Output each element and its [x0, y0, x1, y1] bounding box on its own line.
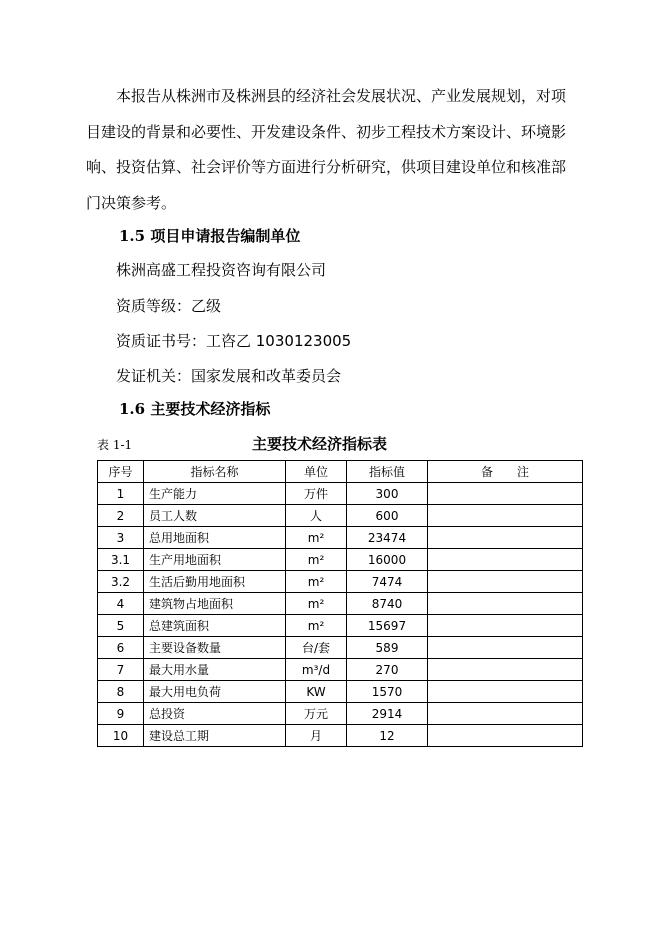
intro-paragraph	[86, 79, 586, 221]
table-body	[98, 483, 583, 747]
note	[428, 637, 583, 659]
row-number: 7	[98, 659, 144, 681]
section-heading-1-5: 1.5 项目申请报告编制单位	[119, 227, 301, 245]
table-row	[98, 681, 583, 703]
indicator-value: 7474	[347, 571, 428, 593]
unit: KW	[286, 681, 347, 703]
unit: 台/套	[286, 637, 347, 659]
unit: 月	[286, 725, 347, 747]
intro-line: 门决策参考。	[86, 193, 177, 212]
indicator-name: 最大用电负荷	[144, 681, 286, 703]
table-title: 主要技术经济指标表	[252, 435, 388, 453]
note	[428, 571, 583, 593]
table-row	[98, 505, 583, 527]
note	[428, 593, 583, 615]
table-row	[98, 725, 583, 747]
table-row	[98, 571, 583, 593]
row-number: 3.2	[98, 571, 144, 593]
row-number: 1	[98, 483, 144, 505]
indicator-value: 270	[347, 659, 428, 681]
table-label: 表 1-1	[97, 438, 133, 452]
indicator-value: 8740	[347, 593, 428, 615]
qualification-level: 资质等级：乙级	[116, 297, 222, 315]
unit: m²	[286, 571, 347, 593]
intro-line: 目建设的背景和必要性、开发建设条件、初步工程技术方案设计、环境影	[86, 122, 567, 141]
intro-line: 响、投资估算、社会评价等方面进行分析研究，供项目建设单位和核准部	[86, 158, 567, 176]
indicator-name: 建筑物占地面积	[144, 593, 286, 615]
indicator-name: 总建筑面积	[144, 615, 286, 637]
table-row	[98, 637, 583, 659]
row-number: 4	[98, 593, 144, 615]
intro-line: 本报告从株洲市及株洲县的经济社会发展状况、产业发展规划，对项	[116, 87, 567, 105]
indicator-name: 生产能力	[144, 483, 286, 505]
header-name: 指标名称	[144, 461, 286, 483]
note	[428, 681, 583, 703]
header-no: 序号	[98, 461, 144, 483]
table-row	[98, 527, 583, 549]
indicator-name: 最大用水量	[144, 659, 286, 681]
unit: 万件	[286, 483, 347, 505]
unit: m²	[286, 527, 347, 549]
note	[428, 703, 583, 725]
indicator-name: 总投资	[144, 703, 286, 725]
indicator-name: 生活后勤用地面积	[144, 571, 286, 593]
section-heading-1-6: 1.6 主要技术经济指标	[119, 400, 271, 418]
row-number: 3	[98, 527, 144, 549]
table-row	[98, 615, 583, 637]
indicator-value: 300	[347, 483, 428, 505]
certificate-number: 资质证书号：工咨乙 1030123005	[116, 332, 352, 350]
header-value: 指标值	[347, 461, 428, 483]
unit: m²	[286, 615, 347, 637]
note	[428, 725, 583, 747]
unit: m³/d	[286, 659, 347, 681]
table-row	[98, 549, 583, 571]
note	[428, 549, 583, 571]
table-row	[98, 659, 583, 681]
unit: 万元	[286, 703, 347, 725]
indicator-value: 12	[347, 725, 428, 747]
indicator-name: 生产用地面积	[144, 549, 286, 571]
indicator-name: 总用地面积	[144, 527, 286, 549]
row-number: 5	[98, 615, 144, 637]
unit: 人	[286, 505, 347, 527]
table-row	[98, 703, 583, 725]
issuing-authority: 发证机关：国家发展和改革委员会	[116, 367, 342, 385]
row-number: 6	[98, 637, 144, 659]
row-number: 2	[98, 505, 144, 527]
table-row	[98, 593, 583, 615]
indicator-name: 建设总工期	[144, 725, 286, 747]
row-number: 3.1	[98, 549, 144, 571]
indicator-value: 2914	[347, 703, 428, 725]
indicator-value: 1570	[347, 681, 428, 703]
note	[428, 527, 583, 549]
indicator-name: 员工人数	[144, 505, 286, 527]
indicator-value: 23474	[347, 527, 428, 549]
note	[428, 483, 583, 505]
unit: m²	[286, 549, 347, 571]
row-number: 10	[98, 725, 144, 747]
company-name: 株洲高盛工程投资咨询有限公司	[116, 261, 327, 279]
indicator-table	[97, 460, 583, 747]
note	[428, 615, 583, 637]
indicator-name: 主要设备数量	[144, 637, 286, 659]
note	[428, 505, 583, 527]
indicator-value: 15697	[347, 615, 428, 637]
unit: m²	[286, 593, 347, 615]
indicator-value: 16000	[347, 549, 428, 571]
header-note: 备 注	[428, 461, 583, 483]
header-unit: 单位	[286, 461, 347, 483]
note	[428, 659, 583, 681]
table-header-row	[98, 461, 583, 483]
indicator-value: 600	[347, 505, 428, 527]
row-number: 9	[98, 703, 144, 725]
indicator-value: 589	[347, 637, 428, 659]
table-row	[98, 483, 583, 505]
row-number: 8	[98, 681, 144, 703]
